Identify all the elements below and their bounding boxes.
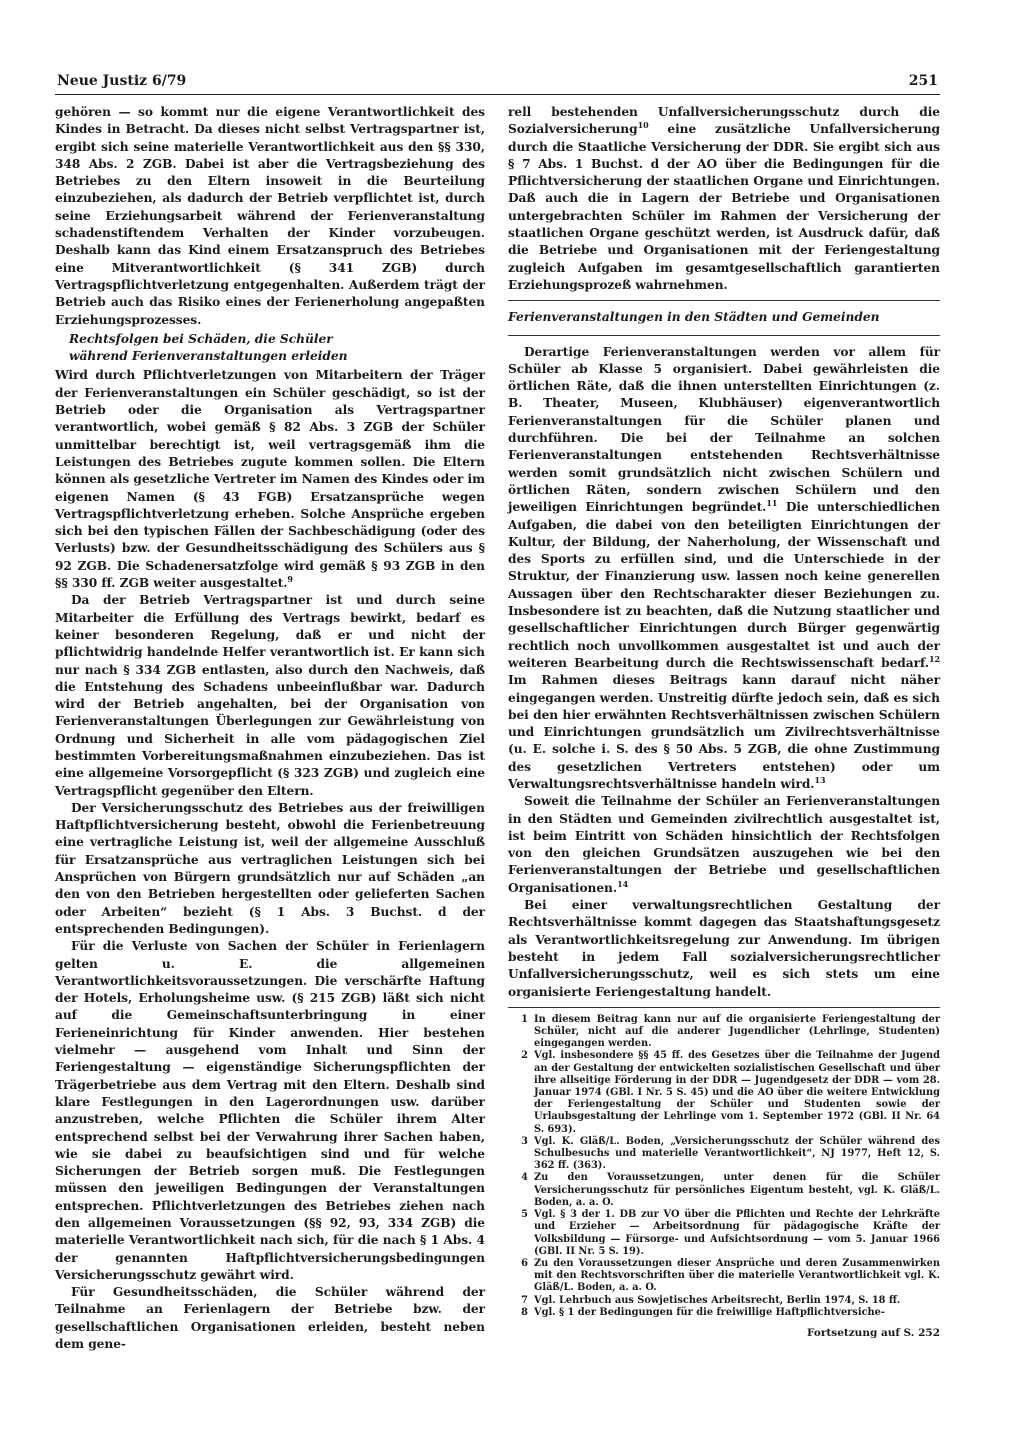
footnote-number: 7 xyxy=(521,1294,528,1306)
continuation-note: Fortsetzung auf S. 252 xyxy=(807,1326,940,1339)
footnote-text: In diesem Beitrag kann nur auf die organisierte Feriengestaltung der Schüler, nicht auf die anderer Jugendlicher (Lehrlinge, Studenten) eingegangen werden. xyxy=(534,1013,940,1050)
footnote-rule xyxy=(508,1007,940,1008)
header-rule xyxy=(55,94,940,95)
footnotes xyxy=(508,1014,940,1319)
paragraph xyxy=(55,367,485,592)
footnote xyxy=(508,1136,940,1173)
footnote-ref: 10 xyxy=(637,120,649,131)
paragraph-text: Soweit die Teilnahme der Schüler an Ferienveranstaltungen in den Städten und Gemeinden zivilrechtlich ausgestaltet ist, ist beim Eintritt von Schäden hinsichtlich der Rechtsfolgen von den gleichen Grundsätzen auszugehen wie bei den Ferienveranstaltungen der Betriebe und gesellschaftlichen Organisationen. xyxy=(508,794,940,895)
footnote-number: 3 xyxy=(521,1135,528,1147)
paragraph: Für Gesundheitsschäden, die Schüler während der Teilnahme an Ferienlagern der Betriebe bzw. der gesellschaftlichen Organisationen erleiden, besteht neben dem gene- xyxy=(55,1285,485,1352)
footnote-number: 8 xyxy=(521,1306,528,1318)
footnote-ref: 12 xyxy=(928,653,940,664)
paragraph-text: Derartige Ferienveranstaltungen werden vor allem für Schüler ab Klasse 5 organisiert. Dabei gewährleisten die örtlichen Räte, daß die ihnen unterstellten Einrichtungen (z. B. Theater, Museen, Klubhäuser) eigenverantwortlich Ferienveranstaltungen für die Schüler planen und durchführen. Die bei der Teilnahme an solchen Ferienveranstaltungen entstehenden Rechtsverhältnisse werden somit grundsätzlich nicht zwischen Schülern und örtlichen Räten, sondern zwischen Schülern und den jeweiligen Einrichtungen begründet. xyxy=(508,344,940,515)
paragraph: Bei einer verwaltungsrechtlichen Gestaltung der Rechtsverhältnisse kommt dagegen das Staatshaftungsgesetz als Verantwortlichkeitsregelung zur Anwendung. Im übrigen besteht in jedem Fall sozialversicherungsrechtlicher Unfallversicherungsschutz, weil es sich stets um eine organisierte Feriengestaltung handelt. xyxy=(508,898,940,999)
footnote-number: 4 xyxy=(521,1172,528,1184)
paragraph: Für die Verluste von Sachen der Schüler in Ferienlagern gelten u. E. die allgemeinen Verantwortlichkeitsvoraussetzungen. Die verschärfte Haftung der Hotels, Erholungsheime usw. (§ 215 ZGB) läßt sich nicht auf die Gemeinschaftsunterbringung in einer Ferieneinrichtung für Kinder anwenden. Hier bestehen vielmehr — ausgehend vom Inhalt und Sinn der Feriengestaltung — eigenständige Sicherungspflichten der Trägerbetriebe aus dem Vertrag mit den Eltern. Deshalb sind klare Festlegungen in den Lagerordnungen usw. darüber anzustreben, welche Pflichten die Schüler ihrem Alter entsprechend selbst bei der Verwahrung ihrer Sachen haben, wie sie dabei zu beaufsichtigen sind und für welche Sicherungen der Betrieb sorgen muß. Die Festlegungen müssen den jeweiligen Bedingungen der Veranstaltungen entsprechen. Pflichtverletzungen des Betriebes ziehen nach den allgemeinen Voraussetzungen (§§ 92, 93, 334 ZGB) die materielle Verantwortlichkeit nach sich, für die nach § 1 Abs. 4 der genannten Haftpflichtversicherungsbedingungen Versicherungsschutz gewährt wird. xyxy=(55,939,485,1282)
footnote-text: Vgl. K. Gläß/L. Boden, „Versicherungsschutz der Schüler während des Schulbesuchs und materielle Verantwortlichkeit“, NJ 1977, Heft 12, S. 362 ff. (363). xyxy=(534,1135,940,1172)
right-column xyxy=(508,104,940,1339)
subheading-line: Rechtsfolgen bei Schäden, die Schüler xyxy=(69,331,333,346)
paragraph-text: Die unterschiedlichen Aufgaben, die dabei von den beteiligten Einrichtungen der Kultur, der Bildung, der Naherholung, der Wissenschaft und des Sports zu erfüllen sind, und die Unterschiede in der Struktur, der Finanzierung usw. lassen noch keine generellen Aussagen über den Rechtscharakter dieser Beziehungen zu. Insbesondere ist zu beachten, daß die Nutzung staatlicher und gesellschaftlicher Einrichtungen durch Bürger gegenwärtig rechtlich noch unvollkommen ausgestaltet ist und auch der weiteren Bearbeitung durch die Rechtswissenschaft bedarf. xyxy=(508,500,940,670)
paragraph xyxy=(508,104,940,294)
paragraph: gehören — so kommt nur die eigene Verantwortlichkeit des Kindes in Betracht. Da dieses nicht selbst Vertragspartner ist, ergibt sich seine materielle Verantwortlichkeit aus den §§ 330, 348 Abs. 2 ZGB. Dabei ist aber die Vertragsbeziehung des Betriebes zu den Eltern insoweit in die Beurteilung einzubeziehen, als dadurch der Betrieb verpflichtet ist, durch seine Erziehungsarbeit während der Ferienveranstaltung schadenstiftendem Verhalten der Kinder vorzubeugen. Deshalb kann das Kind einem Ersatzanspruch des Betriebes eine Mitverantwortlichkeit (§ 341 ZGB) durch Vertragspflichtverletzung entgegenhalten. Außerdem trägt der Betrieb auch das Risiko eines der Ferienerholung angepaßten Erziehungsprozesses. xyxy=(55,105,485,327)
footnote xyxy=(508,1258,940,1295)
journal-issue-header: Neue Justiz 6/79 xyxy=(57,73,187,89)
footnote-text: Vgl. insbesondere §§ 45 ff. des Gesetzes über die Teilnahme der Jugend an der Gestaltung der entwickelten sozialistischen Gesellschaft und über ihre allseitige Förderung in der DDR — Jugendgesetz der DDR — vom 28. Januar 1974 (GBl. I Nr. 5 S. 45) und die AO über die weitere Entwicklung der Feriengestaltung der Schüler und Studenten sowie der Urlaubsgestaltung der Lehrlinge vom 1. September 1972 (GBl. II Nr. 64 S. 693). xyxy=(534,1050,940,1135)
footnote-text: Vgl. § 1 der Bedingungen für die freiwillige Haftpflichtversiche- xyxy=(534,1306,885,1318)
paragraph: Da der Betrieb Vertragspartner ist und durch seine Mitarbeiter die Erfüllung des Vertrags bewirkt, bedarf es keiner besonderen Regelung, daß er und nicht der pflichtwidrig handelnde Helfer verantwortlich ist. Er kann sich nur nach § 334 ZGB entlasten, also durch den Nachweis, daß die Entstehung des Schadens unbeeinflußbar war. Dadurch wird der Betrieb angehalten, bei der Organisation von Ferienveranstaltungen Überlegungen zur Gewährleistung von Ordnung und Sicherheit in alle vom pädagogischen Ziel bestimmten Vorbereitungsmaßnahmen einzubeziehen. Das ist eine allgemeine Vorsorgepflicht (§ 323 ZGB) und zugleich eine Vertragspflicht gegenüber den Eltern. xyxy=(55,593,485,798)
left-column xyxy=(55,104,485,1353)
footnote-ref: 13 xyxy=(814,774,826,785)
footnote xyxy=(508,1209,940,1258)
footnote-ref: 9 xyxy=(287,573,293,584)
footnote-number: 1 xyxy=(521,1013,528,1025)
footnote xyxy=(508,1050,940,1135)
footnote xyxy=(508,1172,940,1209)
footnote-number: 6 xyxy=(521,1257,528,1269)
page-number: 251 xyxy=(908,73,938,89)
paragraph xyxy=(508,344,940,794)
paragraph xyxy=(508,793,940,897)
footnote-text: Vgl. § 3 der 1. DB zur VO über die Pflichten und Rechte der Lehrkräfte und Erzieher — Arbeitsordnung für pädagogische Kräfte der Volksbildung — Fürsorge- und Aufsichtsordnung — vom 5. Januar 1966 (GBl. II Nr. 5 S. 19). xyxy=(534,1209,940,1257)
section-heading: Ferienveranstaltungen in den Städten und Gemeinden xyxy=(508,300,940,335)
footnote-text: Zu den Voraussetzungen, unter denen für die Schüler Versicherungsschutz für persönliches Eigentum besteht, vgl. K. Gläß/L. Boden, a. a. O. xyxy=(534,1172,940,1208)
footnote-ref: 14 xyxy=(617,878,629,889)
paragraph: Der Versicherungsschutz des Betriebes aus der freiwilligen Haftpflichtversicherung besteht, obwohl die Ferienbetreuung eine vertragliche Leistung ist, weil der allgemeine Ausschluß für Ersatzansprüche aus vertraglichen Leistungen sich bei Ansprüchen von Bürgern grundsätzlich nur auf Schäden „an den von den Betrieben hergestellten oder gelieferten Sachen oder Arbeiten“ bezieht (§ 1 Abs. 3 Buchst. d der entsprechenden Bedingungen). xyxy=(55,800,485,936)
footnote xyxy=(508,1307,940,1319)
footnote xyxy=(508,1014,940,1051)
footnote-text: Zu den Voraussetzungen dieser Ansprüche und deren Zusammenwirken mit den Rechtsvorschriften über die materielle Verantwortlichkeit vgl. K. Gläß/L. Boden, a. a. O. xyxy=(534,1257,940,1294)
subheading xyxy=(69,331,485,366)
paragraph-text: eine zusätzliche Unfallversicherung durch die Staatliche Versicherung der DDR. Sie ergibt sich aus § 7 Abs. 1 Buchst. d der AO über die Bedingungen für die Pflichtversicherung der staatlichen Organe und Einrichtungen. Daß auch die in Lagern der Betriebe und Organisationen untergebrachten Schüler im Rahmen der Versicherung der staatlichen Organe geschützt werden, ist Ausdruck dafür, daß die Betriebe und Organisationen mit der Feriengestaltung zugleich Aufgaben im gesamtgesellschaftlich garantierten Erziehungsprozeß wahrnehmen. xyxy=(508,122,940,292)
footnote-number: 5 xyxy=(521,1209,528,1221)
paragraph-text: Wird durch Pflichtverletzungen von Mitarbeitern der Träger der Ferienveranstaltungen ein Schüler geschädigt, so ist der Betrieb oder die Organisation als Vertragspartner verantwortlich, wobei gemäß § 82 Abs. 3 ZGB der Schüler unmittelbar berechtigt ist, weil vertragsgemäß ihm die Leistungen des Betriebes zugute kommen sollen. Die Eltern können als gesetzliche Vertreter im Namen des Kindes oder im eigenen Namen (§ 43 FGB) Ersatzansprüche wegen Vertragspflichtverletzung erheben. Solche Ansprüche ergeben sich bei den typischen Fällen der Sachbeschädigung (oder des Verlusts) bzw. der Gesundheitsschädigung des Schülers aus § 92 ZGB. Die Schadenersatzfolge wird gemäß § 93 ZGB in den §§ 330 ff. ZGB weiter ausgestaltet. xyxy=(55,368,485,591)
footnote xyxy=(508,1295,940,1307)
paragraph-text: Im Rahmen dieses Beitrags kann darauf nicht näher eingegangen werden. Unstreitig dürfte jedoch sein, daß es sich bei den hier erwähnten Rechtsverhältnissen zwischen Schülern und Einrichtungen grundsätzlich um Zivilrechtsverhältnisse (u. E. solche i. S. des § 50 Abs. 5 ZGB, die ohne Zustimmung des gesetzlichen Vertreters entstehen) oder um Verwaltungsrechtsverhältnisse handeln wird. xyxy=(508,673,940,791)
paragraph-text: rell bestehenden Unfallversicherungsschutz durch die Sozialversicherung xyxy=(508,105,940,137)
subheading-line: während Ferienveranstaltungen erleiden xyxy=(69,349,348,364)
footnote-ref: 11 xyxy=(766,498,778,509)
footnote-text: Vgl. Lehrbuch aus Sowjetisches Arbeitsrecht, Berlin 1974, S. 18 ff. xyxy=(534,1294,901,1306)
footnote-number: 2 xyxy=(521,1050,528,1062)
